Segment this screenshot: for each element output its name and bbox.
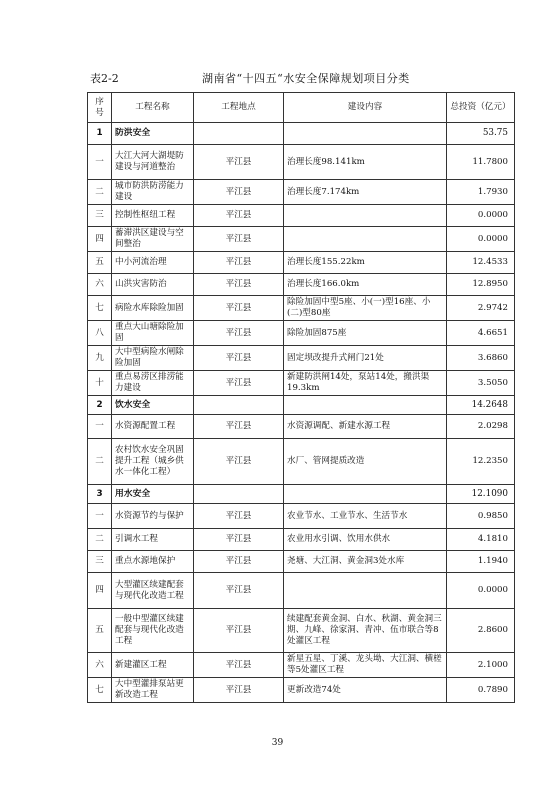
cell-no: 九 <box>88 346 112 371</box>
section-row <box>88 485 515 504</box>
cell-no: 四 <box>88 573 112 609</box>
cell-content: 治理长度7.174km <box>284 180 447 205</box>
table-row <box>88 371 515 396</box>
cell-investment: 2.9742 <box>447 296 515 321</box>
cell-project-name: 用水安全 <box>112 485 194 504</box>
cell-content: 农业节水、工业节水、生活节水 <box>284 504 447 529</box>
cell-location: 平江县 <box>194 653 284 678</box>
cell-location: 平江县 <box>194 415 284 439</box>
cell-content <box>284 123 447 145</box>
cell-project-name: 重点水源地保护 <box>112 551 194 573</box>
cell-location: 平江县 <box>194 439 284 485</box>
cell-no: 3 <box>88 485 112 504</box>
cell-no: 2 <box>88 396 112 415</box>
cell-content: 水厂、管网提质改造 <box>284 439 447 485</box>
cell-location: 平江县 <box>194 252 284 274</box>
cell-project-name: 山洪灾害防治 <box>112 274 194 296</box>
cell-no: 七 <box>88 678 112 703</box>
cell-investment: 2.1000 <box>447 653 515 678</box>
cell-investment: 11.7800 <box>447 145 515 180</box>
table-row <box>88 227 515 252</box>
cell-no: 七 <box>88 296 112 321</box>
cell-no: 二 <box>88 529 112 551</box>
cell-investment: 0.9850 <box>447 504 515 529</box>
cell-content: 治理长度155.22km <box>284 252 447 274</box>
cell-no: 二 <box>88 439 112 485</box>
cell-project-name: 水资源节约与保护 <box>112 504 194 529</box>
header-name: 工程名称 <box>112 93 194 123</box>
table-row <box>88 551 515 573</box>
cell-investment: 12.8950 <box>447 274 515 296</box>
cell-project-name: 大江大河大湖堤防建设与河道整治 <box>112 145 194 180</box>
table-row <box>88 573 515 609</box>
cell-investment: 1.1940 <box>447 551 515 573</box>
table-row <box>88 439 515 485</box>
cell-location: 平江县 <box>194 227 284 252</box>
table-row <box>88 274 515 296</box>
cell-content: 新星五星、丁溪、龙头坳、大江洞、横槎等5处灌区工程 <box>284 653 447 678</box>
table-row <box>88 653 515 678</box>
table-number: 表2-2 <box>90 72 119 85</box>
cell-no: 五 <box>88 609 112 653</box>
cell-location <box>194 485 284 504</box>
table-row <box>88 529 515 551</box>
cell-location: 平江县 <box>194 180 284 205</box>
cell-investment: 1.7930 <box>447 180 515 205</box>
cell-investment: 0.7890 <box>447 678 515 703</box>
cell-no: 四 <box>88 227 112 252</box>
cell-content <box>284 227 447 252</box>
table-header-row <box>88 93 515 123</box>
table-row <box>88 252 515 274</box>
cell-project-name: 新建灌区工程 <box>112 653 194 678</box>
cell-location: 平江县 <box>194 145 284 180</box>
header-location: 工程地点 <box>194 93 284 123</box>
cell-no: 六 <box>88 653 112 678</box>
cell-content: 新建防洪闸14处，泵站14处，搬洪渠19.3km <box>284 371 447 396</box>
table-row <box>88 145 515 180</box>
table-title: 湖南省“十四五“水安全保障规划项目分类 <box>202 72 410 85</box>
cell-project-name: 农村饮水安全巩固提升工程（城乡供水一体化工程） <box>112 439 194 485</box>
cell-investment: 12.4533 <box>447 252 515 274</box>
cell-project-name: 大型灌区续建配套与现代化改造工程 <box>112 573 194 609</box>
page-number: 39 <box>271 738 284 748</box>
cell-investment: 53.75 <box>447 123 515 145</box>
cell-no: 三 <box>88 551 112 573</box>
cell-content: 除险加固875座 <box>284 321 447 346</box>
cell-location: 平江县 <box>194 678 284 703</box>
table-row <box>88 415 515 439</box>
section-row <box>88 123 515 145</box>
cell-investment: 4.1810 <box>447 529 515 551</box>
cell-project-name: 大中型病险水闸除险加固 <box>112 346 194 371</box>
cell-location: 平江县 <box>194 609 284 653</box>
cell-project-name: 大中型灌排泵站更新改造工程 <box>112 678 194 703</box>
cell-content: 农业用水引调、饮用水供水 <box>284 529 447 551</box>
cell-investment: 14.2648 <box>447 396 515 415</box>
table-row <box>88 205 515 227</box>
cell-location: 平江县 <box>194 551 284 573</box>
cell-content: 治理长度166.0km <box>284 274 447 296</box>
header-content: 建设内容 <box>284 93 447 123</box>
cell-content <box>284 205 447 227</box>
cell-content <box>284 396 447 415</box>
table-caption <box>90 70 510 86</box>
cell-investment: 0.0000 <box>447 573 515 609</box>
cell-investment: 12.1090 <box>447 485 515 504</box>
cell-no: 一 <box>88 415 112 439</box>
cell-location <box>194 123 284 145</box>
cell-content: 续建配套黄金洞、白水、秋湖、黄金洞三期、九峰、徐家洞、青冲、伍市联合等8处灌区工程 <box>284 609 447 653</box>
cell-project-name: 防洪安全 <box>112 123 194 145</box>
cell-project-name: 重点易涝区排涝能力建设 <box>112 371 194 396</box>
table-row <box>88 296 515 321</box>
header-investment: 总投资（亿元） <box>447 93 515 123</box>
cell-content: 治理长度98.141km <box>284 145 447 180</box>
cell-investment: 3.5050 <box>447 371 515 396</box>
cell-project-name: 水资源配置工程 <box>112 415 194 439</box>
cell-investment: 4.6651 <box>447 321 515 346</box>
header-no: 序号 <box>88 93 112 123</box>
cell-investment: 0.0000 <box>447 205 515 227</box>
table-row <box>88 321 515 346</box>
cell-investment: 0.0000 <box>447 227 515 252</box>
cell-content <box>284 573 447 609</box>
cell-no: 六 <box>88 274 112 296</box>
cell-no: 三 <box>88 205 112 227</box>
cell-location: 平江县 <box>194 205 284 227</box>
table-row <box>88 504 515 529</box>
cell-content: 固定坝改提升式闸门21处 <box>284 346 447 371</box>
cell-content: 尧塘、大江洞、黄金洞3处水库 <box>284 551 447 573</box>
cell-content: 除险加固中型5座、小(一)型16座、小(二)型80座 <box>284 296 447 321</box>
cell-location: 平江县 <box>194 296 284 321</box>
cell-location: 平江县 <box>194 321 284 346</box>
cell-location <box>194 396 284 415</box>
cell-location: 平江县 <box>194 573 284 609</box>
project-table <box>87 92 515 703</box>
cell-project-name: 城市防洪防涝能力建设 <box>112 180 194 205</box>
cell-investment: 2.0298 <box>447 415 515 439</box>
table-row <box>88 678 515 703</box>
cell-no: 十 <box>88 371 112 396</box>
cell-project-name: 蓄滞洪区建设与空间整治 <box>112 227 194 252</box>
table-row <box>88 609 515 653</box>
cell-no: 二 <box>88 180 112 205</box>
cell-no: 一 <box>88 145 112 180</box>
cell-project-name: 中小河流治理 <box>112 252 194 274</box>
cell-investment: 2.8600 <box>447 609 515 653</box>
cell-no: 五 <box>88 252 112 274</box>
table-row <box>88 180 515 205</box>
cell-project-name: 一般中型灌区续建配套与现代化改造工程 <box>112 609 194 653</box>
cell-location: 平江县 <box>194 371 284 396</box>
cell-location: 平江县 <box>194 504 284 529</box>
cell-no: 一 <box>88 504 112 529</box>
cell-project-name: 饮水安全 <box>112 396 194 415</box>
cell-investment: 3.6860 <box>447 346 515 371</box>
section-row <box>88 396 515 415</box>
table-body <box>88 123 515 703</box>
cell-content: 水资源调配、新建水源工程 <box>284 415 447 439</box>
cell-location: 平江县 <box>194 529 284 551</box>
cell-project-name: 引调水工程 <box>112 529 194 551</box>
cell-project-name: 病险水库除险加固 <box>112 296 194 321</box>
cell-project-name: 控制性枢纽工程 <box>112 205 194 227</box>
cell-investment: 12.2350 <box>447 439 515 485</box>
cell-no: 1 <box>88 123 112 145</box>
cell-no: 八 <box>88 321 112 346</box>
cell-content: 更新改造74处 <box>284 678 447 703</box>
cell-content <box>284 485 447 504</box>
table-row <box>88 346 515 371</box>
cell-location: 平江县 <box>194 346 284 371</box>
cell-location: 平江县 <box>194 274 284 296</box>
cell-project-name: 重点大山塘除险加固 <box>112 321 194 346</box>
